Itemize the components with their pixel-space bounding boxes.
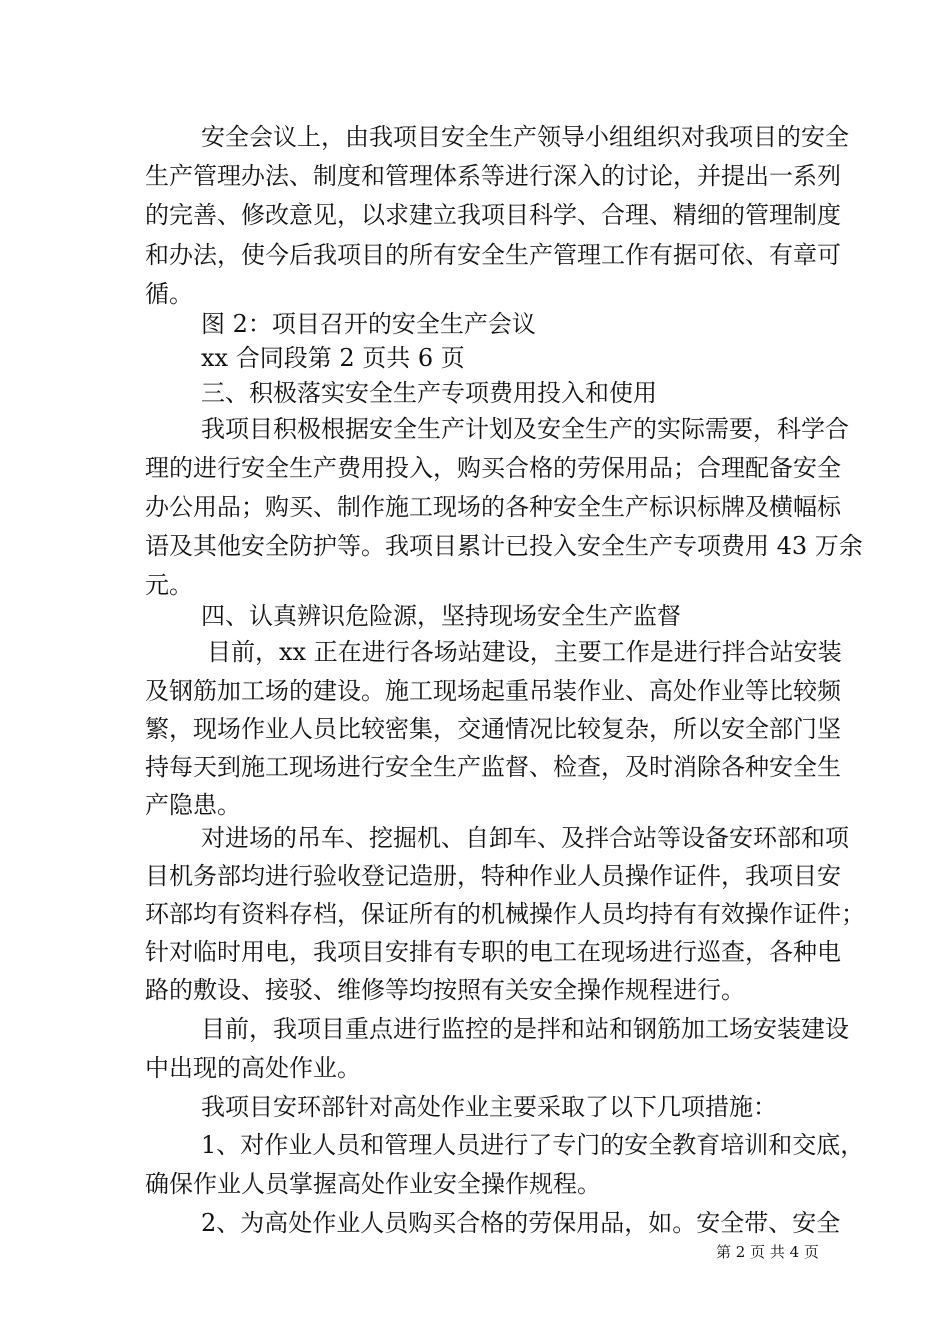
- paragraph-line: 针对临时用电，我项目安排有专职的电工在现场进行巡查，各种电: [145, 938, 841, 966]
- section-heading: 三、积极落实安全生产专项费用投入和使用: [201, 379, 657, 407]
- paragraph-line: 的完善、修改意见，以求建立我项目科学、合理、精细的管理制度: [145, 201, 841, 229]
- paragraph-line: 循。: [145, 280, 193, 308]
- paragraph-line: 繁，现场作业人员比较密集，交通情况比较复杂，所以安全部门坚: [145, 715, 841, 743]
- paragraph-line: 元。: [145, 571, 193, 599]
- figure-caption: 图 2：项目召开的安全生产会议: [201, 310, 536, 338]
- paragraph-line: 我项目安环部针对高处作业主要采取了以下几项措施：: [201, 1093, 777, 1121]
- paragraph-line: 安全会议上，由我项目安全生产领导小组组织对我项目的安全: [201, 123, 849, 151]
- paragraph-line: 路的敷设、接驳、维修等均按照有关安全操作规程进行。: [145, 976, 745, 1004]
- paragraph-line: 产隐患。: [145, 791, 241, 819]
- list-item-line: 确保作业人员掌握高处作业安全操作规程。: [145, 1170, 601, 1198]
- list-item-line: 2、为高处作业人员购买合格的劳保用品，如。安全带、安全: [201, 1209, 841, 1237]
- paragraph-line: 对进场的吊车、挖掘机、自卸车、及拌合站等设备安环部和项: [201, 824, 849, 852]
- section-heading: 四、认真辨识危险源，坚持现场安全生产监督: [201, 602, 681, 630]
- section-page-note: xx 合同段第 2 页共 6 页: [201, 344, 465, 372]
- paragraph-line: 语及其他安全防护等。我项目累计已投入安全生产专项费用 43 万余: [145, 532, 863, 560]
- paragraph-line: 环部均有资料存档，保证所有的机械操作人员均持有有效操作证件；: [145, 900, 865, 928]
- paragraph-line: 目机务部均进行验收登记造册，特种作业人员操作证件，我项目安: [145, 862, 841, 890]
- paragraph-line: 目前，我项目重点进行监控的是拌和站和钢筋加工场安装建设: [201, 1015, 849, 1043]
- paragraph-line: 理的进行安全生产费用投入，购买合格的劳保用品；合理配备安全: [145, 454, 841, 482]
- paragraph-line: 和办法，使今后我项目的所有安全生产管理工作有据可依、有章可: [145, 241, 841, 269]
- page-footer: 第 2 页 共 4 页: [716, 1243, 819, 1261]
- paragraph-line: 生产管理办法、制度和管理体系等进行深入的讨论，并提出一系列: [145, 162, 841, 190]
- list-item-line: 1、对作业人员和管理人员进行了专门的安全教育培训和交底，: [201, 1131, 865, 1159]
- paragraph-line: 及钢筋加工场的建设。施工现场起重吊装作业、高处作业等比较频: [145, 677, 841, 705]
- paragraph-line: 办公用品；购买、制作施工现场的各种安全生产标识标牌及横幅标: [145, 493, 841, 521]
- paragraph-line: 中出现的高处作业。: [145, 1054, 361, 1082]
- paragraph-line: 持每天到施工现场进行安全生产监督、检查，及时消除各种安全生: [145, 753, 841, 781]
- paragraph-line: 目前，xx 正在进行各场站建设，主要工作是进行拌合站安装: [207, 638, 842, 666]
- paragraph-line: 我项目积极根据安全生产计划及安全生产的实际需要，科学合: [201, 415, 849, 443]
